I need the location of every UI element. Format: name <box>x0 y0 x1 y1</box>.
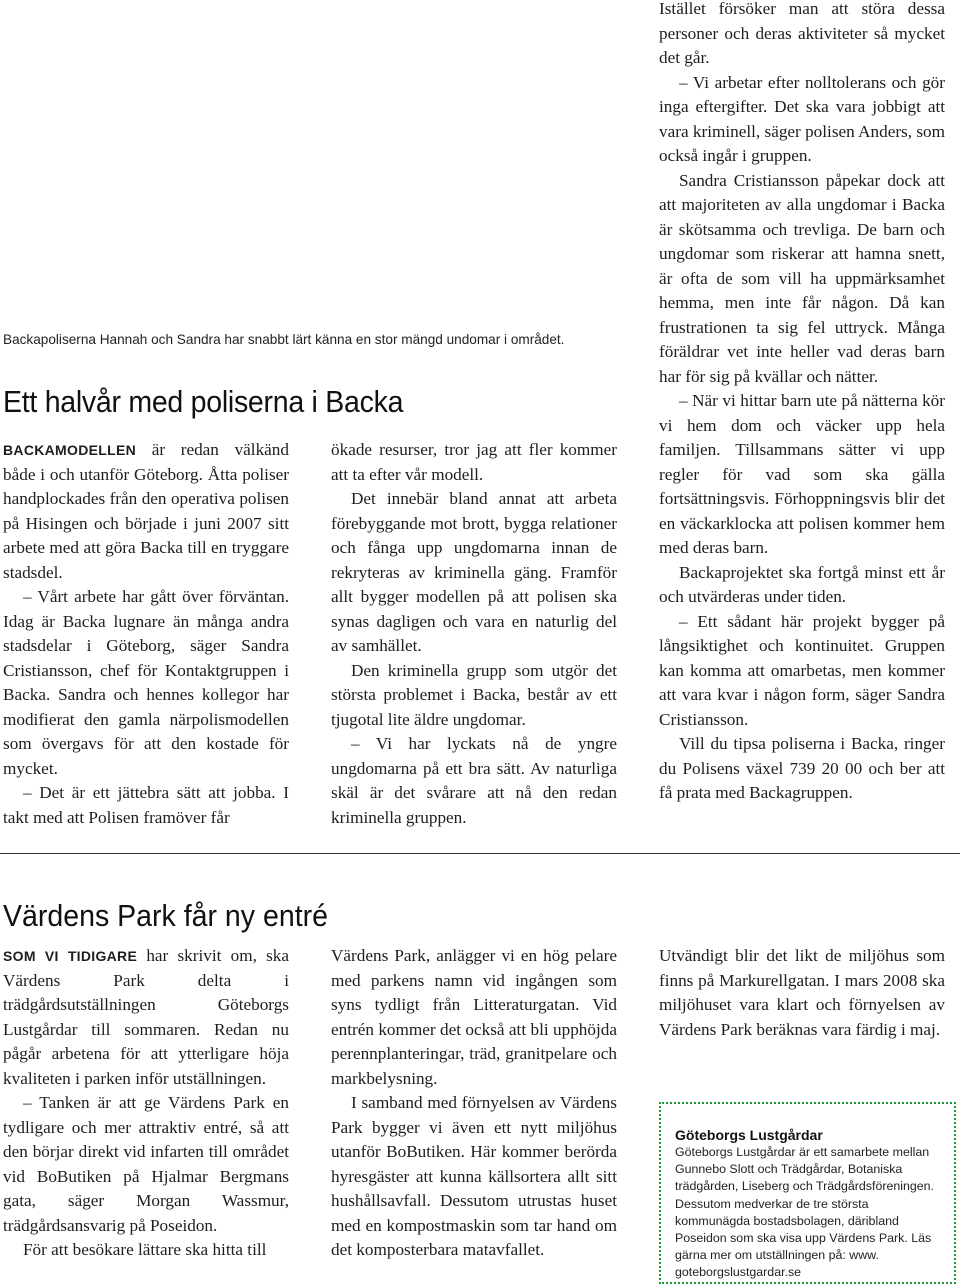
article1-paragraph: – Vi arbetar efter nolltolerans och gör inga eftergifter. Det ska vara jobbigt att vara kriminell, säger polisen Anders, som också ingår i gruppen. <box>659 72 945 165</box>
fact-box-title: Göteborgs Lustgårdar <box>675 1127 823 1143</box>
article1-paragraph: Istället försöker man att störa dessa personer och deras aktiviteter så mycket det går. <box>659 0 945 67</box>
article-headline: Ett halvår med poliserna i Backa <box>3 384 404 419</box>
article2-paragraph: För att besökare lättare ska hitta till <box>23 1240 267 1259</box>
article1-paragraph: – Ett sådant här projekt bygger på långsiktighet och kontinuitet. Gruppen kan komma att omarbetas, men kommer att vara kvar i någon form, säger Sandra Cristiansson. <box>659 611 945 729</box>
article2-paragraph: SOM VI TIDIGARE har skrivit om, ska Värdens Park delta i trädgårdsutställningen Göteborgs Lustgårdar till sommaren. Redan nu pågår arbetena för att ytterligare höja kvaliteten i parken inför utställningen. <box>3 946 289 1088</box>
article2-column-2 <box>331 944 617 1263</box>
article1-paragraph: – Det är ett jättebra sätt att jobba. I takt med att Polisen framöver får <box>3 783 289 827</box>
fact-box <box>659 1102 956 1284</box>
article1-paragraph: Det innebär bland annat att arbeta förebyggande mot brott, bygga relationer och fånga upp ungdomarna innan de rekryteras av kriminella gäng. Framför allt bygger modellen på att polisen ska synas dagligen och vara en naturlig del av samhället. <box>331 489 617 655</box>
article1-paragraph: – Vi har lyckats nå de yngre ungdomarna på ett bra sätt. Av naturliga skäl är det svårare att nå den redan kriminella gruppen. <box>331 734 617 827</box>
article1-column-3 <box>659 0 945 806</box>
article2-column-3 <box>659 944 945 1042</box>
article2-paragraph: I samband med förnyelsen av Värdens Park bygger vi även ett nytt miljöhus utanför BoButiken. Här kommer berörda hyresgäster att kunna källsortera allt sitt hushållsavfall. Dessutom utrustas huset med en kompostmaskin som tar hand om det komposterbara matavfallet. <box>331 1093 617 1259</box>
lead-word: SOM VI TIDIGARE <box>3 948 138 964</box>
article1-paragraph: Backaprojektet ska fortgå minst ett år och utvärderas under tiden. <box>659 562 945 606</box>
article2-paragraph: – Tanken är att ge Värdens Park en tydligare och mer attraktiv entré, så att den börjar direkt vid infarten till området vid BoButiken på Hjalmar Bergmans gata, säger Morgan Wassmur, trädgårdsansvarig på Poseidon. <box>3 1093 289 1235</box>
article1-paragraph: – Vårt arbete har gått över förväntan. Idag är Backa lugnare än många andra stadsdelar i Göteborg, säger Sandra Cristiansson, chef för Kontaktgruppen i Backa. Sandra och hennes kollegor har modifierat den gamla närpolismodellen som övergavs för att den kostade för mycket. <box>3 587 289 778</box>
fact-box-body: Göteborgs Lustgårdar är ett samarbete mellan Gunnebo Slott och Trädgårdar, Botaniska trädgården, Liseberg och Trädgårdsföreningen. Dessutom medverkar de tre största kommunägda bostadsbolagen, däribland Poseidon som ska visa upp Värdens Park. Läs gärna mer om utställningen på: www. goteborgslustgardar.se <box>675 1145 934 1280</box>
article2-column-1 <box>3 944 289 1263</box>
article1-paragraph: – När vi hittar barn ute på nätterna kör vi hem dom och väcker upp hela familjen. Tillsammans sätter vi upp regler för vad som ska gälla fortsättningsvis. Förhoppningsvis blir det en väckarklocka att polisen kommer hem med deras barn. <box>659 391 945 557</box>
article1-paragraph: ökade resurser, tror jag att fler kommer att ta efter vår modell. <box>331 440 617 484</box>
photo-caption: Backapoliserna Hannah och Sandra har snabbt lärt känna en stor mängd undomar i området. <box>3 332 565 347</box>
article1-column-2 <box>331 438 617 830</box>
section-divider <box>0 853 960 854</box>
article1-paragraph: BACKAMODELLEN är redan välkänd både i och utanför Göteborg. Åtta poliser handplockades från den operativa polisen på Hisingen och började i juni 2007 sitt arbete med att göra Backa till en tryggare stadsdel. <box>3 440 289 582</box>
article2-paragraph: Utvändigt blir det likt de miljöhus som finns på Markurellgatan. I mars 2008 ska miljöhuset vara klart och förnyelsen av Värdens Park beräknas vara färdig i maj. <box>659 946 945 1039</box>
article1-column-1 <box>3 438 289 830</box>
article1-paragraph: Vill du tipsa poliserna i Backa, ringer du Polisens växel 739 20 00 och ber att få prata med Backagruppen. <box>659 734 945 802</box>
article2-paragraph: Värdens Park, anlägger vi en hög pelare med parkens namn vid ingången som syns tydligt från Litteraturgatan. Vid entrén kommer det också att bli upphöjda perennplanteringar, träd, granitpelare och markbelysning. <box>331 946 617 1088</box>
article1-paragraph: Den kriminella grupp som utgör det största problemet i Backa, består av ett tjugotal lite äldre ungdomar. <box>331 660 617 729</box>
lead-word: BACKAMODELLEN <box>3 442 137 458</box>
article-headline: Värdens Park får ny entré <box>3 898 328 933</box>
article1-paragraph: Sandra Cristiansson påpekar dock att att majoriteten av alla ungdomar i Backa är skötsamma och trevliga. De barn och ungdomar som riskerar att hamna snett, är ofta de som vill ha uppmärksamhet hemma, men inte får någon. Då kan frustrationen ta sig fel uttryck. Många föräldrar vet inte heller vad deras barn har för sig på kvällar och nätter. <box>659 170 945 386</box>
